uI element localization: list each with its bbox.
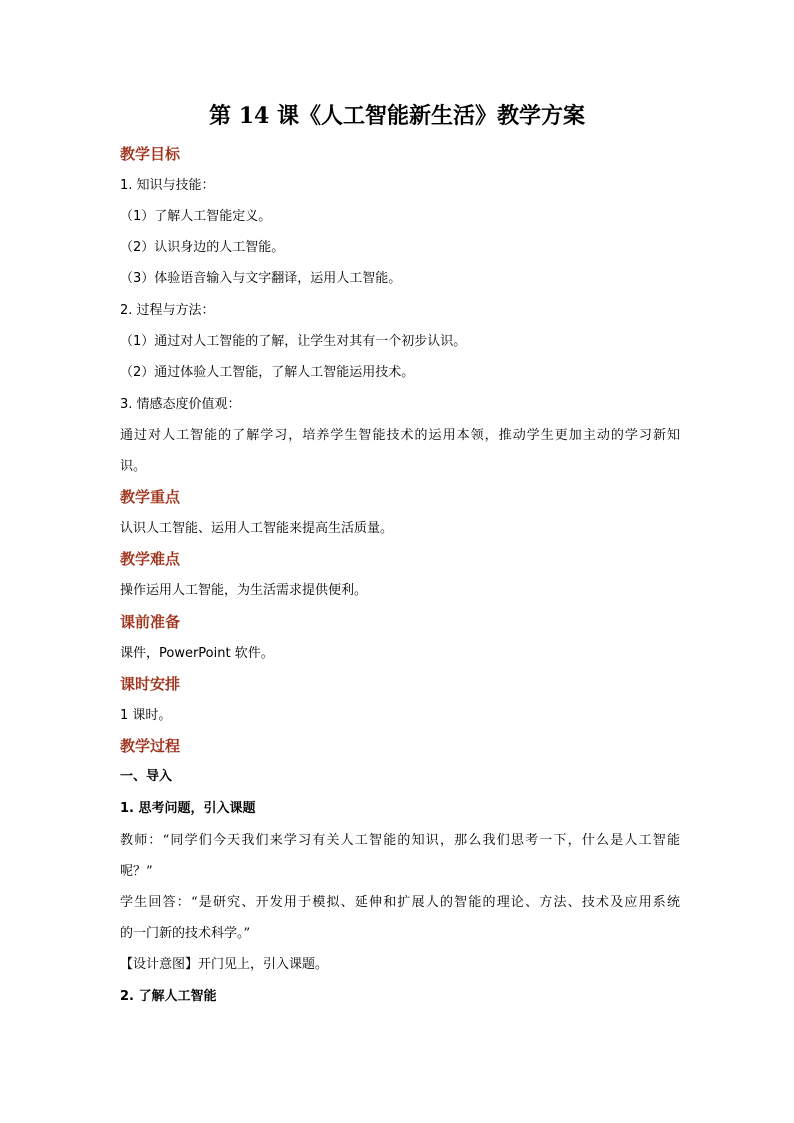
student-line-1: 学生回答：“是研究、开发用于模拟、延伸和扩展人的智能的理论、方法、技术及应用系统 (120, 895, 680, 910)
process-step-2: 2. 了解人工智能 (120, 989, 217, 1004)
teacher-line-1: 教师：“同学们今天我们来学习有关人工智能的知识，那么我们思考一下，什么是人工智能 (120, 833, 680, 848)
objective-knowledge-skills: 1. 知识与技能： (120, 178, 215, 193)
heading-objectives: 教学目标 (120, 145, 181, 163)
heading-key-points: 教学重点 (120, 488, 181, 506)
heading-schedule: 课时安排 (120, 675, 181, 693)
attitudes-text-line-1: 通过对人工智能的了解学习，培养学生智能技术的运用本领，推动学生更加主动的学习新知 (120, 428, 680, 443)
teacher-line-2: 呢？” (120, 864, 153, 879)
heading-difficulties: 教学难点 (120, 550, 181, 568)
process-item-2: （2）通过体验人工智能，了解人工智能运用技术。 (120, 365, 415, 380)
objective-attitudes-values: 3. 情感态度价值观： (120, 397, 241, 412)
schedule-text: 1 课时。 (120, 708, 172, 723)
preparation-text: 课件，PowerPoint 软件。 (120, 646, 274, 661)
attitudes-text-line-2: 识。 (120, 459, 147, 474)
process-step-1: 1. 思考问题，引入课题 (120, 801, 256, 816)
objective-process-methods: 2. 过程与方法： (120, 303, 215, 318)
student-line-2: 的一门新的技术科学。” (120, 926, 251, 941)
heading-preparation: 课前准备 (120, 613, 181, 631)
process-part-introduction: 一、导入 (120, 769, 173, 784)
heading-process: 教学过程 (120, 737, 181, 755)
objective-item-2: （2）认识身边的人工智能。 (120, 240, 285, 255)
key-points-text: 认识人工智能、运用人工智能来提高生活质量。 (120, 521, 394, 536)
document-title: 第 14 课《人工智能新生活》教学方案 (209, 103, 585, 129)
objective-item-1: （1）了解人工智能定义。 (120, 209, 272, 224)
objective-item-3: （3）体验语音输入与文字翻译，运用人工智能。 (120, 271, 402, 286)
difficulties-text: 操作运用人工智能，为生活需求提供便利。 (120, 583, 368, 598)
process-item-1: （1）通过对人工智能的了解，让学生对其有一个初步认识。 (120, 334, 467, 349)
design-intent: 【设计意图】开门见上，引入课题。 (120, 957, 329, 972)
